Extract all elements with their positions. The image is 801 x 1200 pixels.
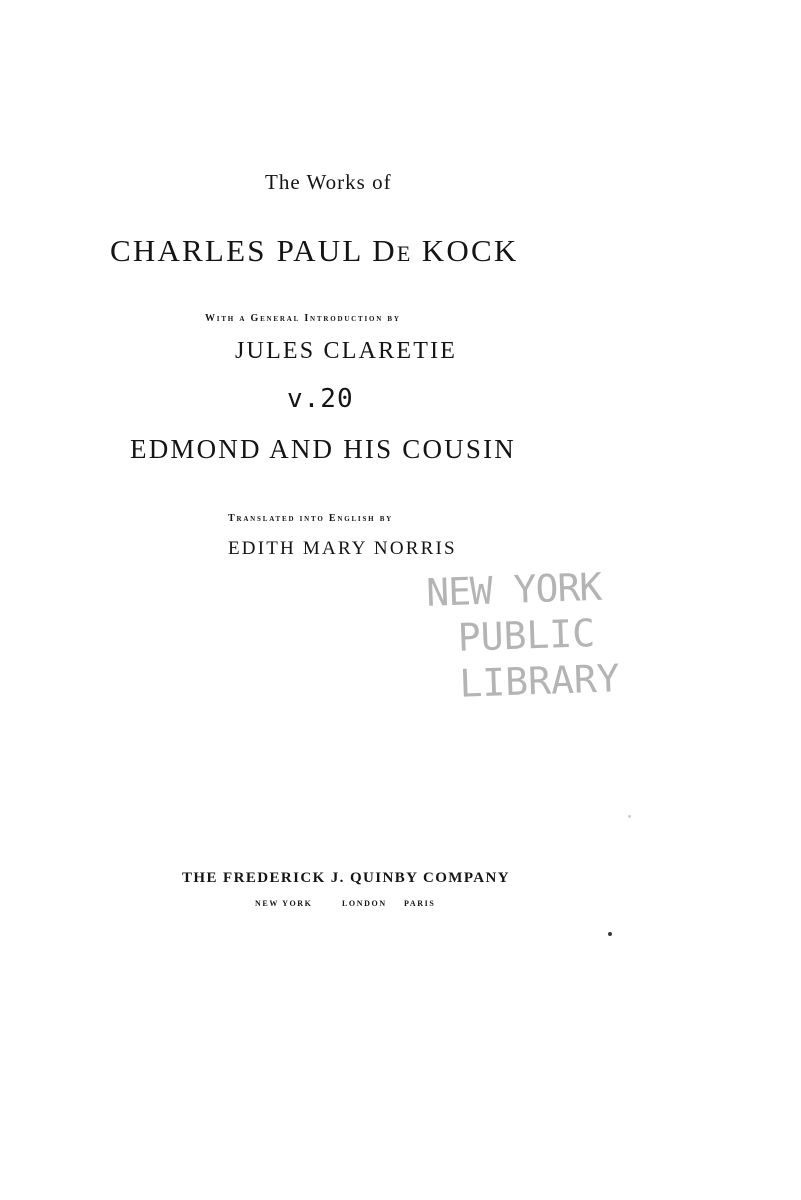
publisher-city-new-york: NEW YORK [255, 899, 313, 908]
introduction-credit-line: With a General Introduction by [205, 313, 401, 324]
translator-name: EDITH MARY NORRIS [228, 538, 457, 559]
author-name-space [412, 233, 422, 268]
author-name-small-cap: E [396, 241, 412, 266]
book-title: EDMOND AND HIS COUSIN [130, 434, 516, 464]
library-stamp-line-1: NEW YORK [425, 564, 602, 615]
author-name-first: CHARLES PAUL D [110, 233, 397, 268]
volume-number: v.20 [287, 384, 354, 414]
translation-credit-line: Translated into English by [228, 513, 394, 524]
publisher-city-paris: PARIS [404, 899, 436, 908]
library-stamp-line-2: PUBLIC [457, 611, 596, 660]
ink-speck [608, 932, 612, 936]
ink-speck [628, 815, 631, 818]
library-stamp [425, 562, 650, 720]
author-name [110, 233, 518, 269]
series-heading: The Works of [265, 170, 392, 194]
introducer-name: JULES CLARETIE [235, 338, 458, 364]
publisher-city-london: LONDON [342, 899, 387, 908]
publisher-name: THE FREDERICK J. QUINBY COMPANY [182, 870, 510, 886]
library-stamp-line-3: LIBRARY [458, 656, 621, 706]
author-name-last: KOCK [421, 233, 519, 268]
